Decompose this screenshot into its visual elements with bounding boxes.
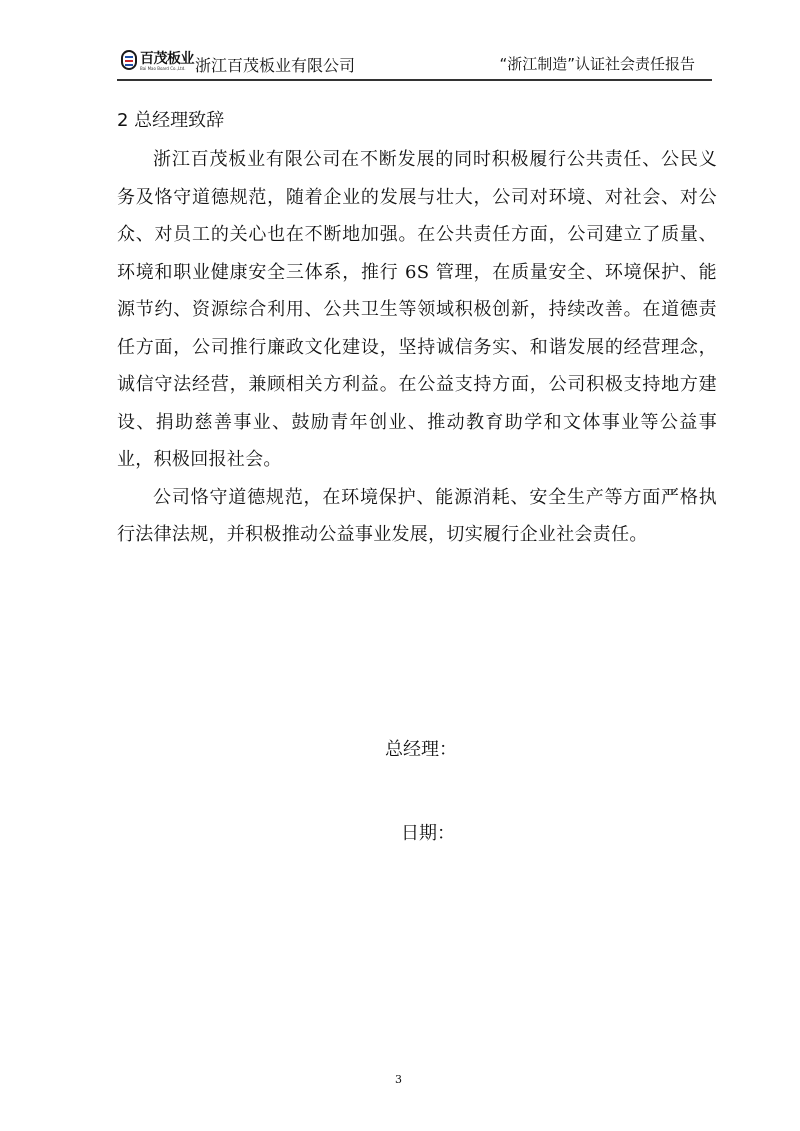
header-divider	[117, 79, 712, 81]
logo-emblem-icon	[121, 50, 137, 70]
company-logo	[121, 48, 201, 76]
logo-name-en: Bai Mao Board Co.,Ltd.	[140, 66, 186, 71]
page-number: 3	[395, 1073, 402, 1086]
general-manager-signature-label: 总经理：	[385, 739, 457, 760]
report-title: “浙江制造”认证社会责任报告	[499, 55, 695, 73]
date-label: 日期：	[401, 823, 455, 844]
company-name: 浙江百茂板业有限公司	[195, 56, 356, 75]
section-title: 2 总经理致辞	[117, 110, 225, 131]
paragraph: 浙江百茂板业有限公司在不断发展的同时积极履行公共责任、公民义务及恪守道德规范，随着企业的发展与壮大，公司对环境、对社会、对公众、对员工的关心也在不断地加强。在公共责任方面，公司建立了质量、环境和职业健康安全三体系，推行 6S 管理，在质量安全、环境保护、能源节约、资源综合利用、公共卫生等领域积极创新，持续改善。在道德责任方面，公司推行廉政文化建设，坚持诚信务实、和谐发展的经营理念，诚信守法经营，兼顾相关方利益。在公益支持方面，公司积极支持地方建设、捐助慈善事业、鼓励青年创业、推动教育助学和文体事业等公益事业，积极回报社会。	[117, 149, 717, 470]
message-body	[117, 141, 717, 554]
paragraph: 公司恪守道德规范，在环境保护、能源消耗、安全生产等方面严格执行法律法规，并积极推动公益事业发展，切实履行企业社会责任。	[117, 486, 717, 545]
logo-name-cn: 百茂板业	[140, 51, 194, 67]
page-header	[117, 44, 712, 80]
